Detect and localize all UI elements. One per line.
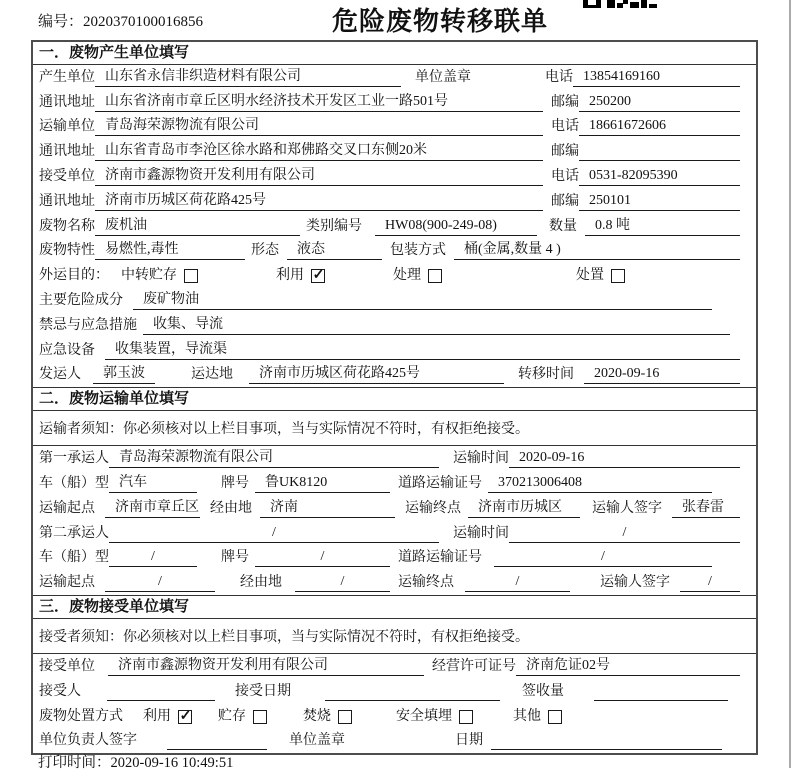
zip-label: 邮编 xyxy=(551,193,579,209)
section2-title: 二．废物运输单位填写 xyxy=(33,388,756,411)
receive-person-row xyxy=(33,679,756,704)
quantity-label: 数量 xyxy=(549,218,577,234)
producer-unit-value: 山东省永信非织造材料有限公司 xyxy=(95,68,401,87)
vehicle-value: 汽车 xyxy=(109,474,197,493)
receiver-notice: 接受者须知：你必须核对以上栏目事项，当与实际情况不符时，有权拒绝接受。 xyxy=(33,619,756,654)
responsible-sign-label: 单位负责人签字 xyxy=(39,733,137,749)
section3-title: 三．废物接受单位填写 xyxy=(33,596,756,619)
document-header xyxy=(0,0,796,40)
section1-title: 一．废物产生单位填写 xyxy=(33,42,756,65)
phone-value: 13854169160 xyxy=(573,68,740,87)
checkbox-icon xyxy=(338,710,352,724)
road-license-value: 370213006408 xyxy=(488,474,712,493)
option-label: 中转贮存 xyxy=(121,268,177,284)
carrier-sign-label: 运输人签字 xyxy=(592,500,662,516)
endpoint-label: 运输终点 xyxy=(398,575,454,591)
section-receiver xyxy=(33,595,756,753)
transporter-label: 运输单位 xyxy=(39,119,95,135)
via-label: 经由地 xyxy=(240,575,282,591)
purpose-option-treat xyxy=(393,267,442,285)
address-value: 山东省济南市章丘区明水经济技术开发区工业一路501号 xyxy=(95,93,543,112)
character-label: 废物特性 xyxy=(39,243,95,259)
date-label: 日期 xyxy=(455,733,483,749)
disposal-option-landfill xyxy=(396,708,473,726)
checkbox-icon xyxy=(428,269,442,283)
hazard-value: 废矿物油 xyxy=(133,291,712,310)
option-label: 其他 xyxy=(513,708,541,724)
receive-date-value xyxy=(325,683,500,701)
section-producer xyxy=(33,42,756,387)
zip-label: 邮编 xyxy=(551,144,579,160)
carrier1-value: 青岛海荣源物流有限公司 xyxy=(109,449,439,468)
vehicle-label: 车（船）型 xyxy=(39,475,109,491)
plate-label: 牌号 xyxy=(221,475,249,491)
producer-address-row xyxy=(33,90,756,115)
via-value: / xyxy=(295,573,390,592)
first-carrier-row xyxy=(33,446,756,471)
transporter-value: 青岛海荣源物流有限公司 xyxy=(95,117,543,136)
road-license-label: 道路运输证号 xyxy=(398,550,482,566)
hazard-label: 主要危险成分 xyxy=(39,292,123,308)
unit-seal-label: 单位盖章 xyxy=(289,733,345,749)
taboo-value: 收集、导流 xyxy=(143,316,730,335)
receiver-value: 济南市鑫源物资开发利用有限公司 xyxy=(95,167,543,186)
date-value xyxy=(491,732,722,750)
category-label: 类别编号 xyxy=(306,218,362,234)
road-license-label: 道路运输证号 xyxy=(398,475,482,491)
serial-label: 编号： xyxy=(38,14,84,30)
purpose-option-utilize xyxy=(276,267,325,285)
checkbox-icon xyxy=(459,710,473,724)
purpose-option-store xyxy=(121,267,198,285)
section-transporter xyxy=(33,387,756,595)
equipment-label: 应急设备 xyxy=(39,342,95,358)
disposal-label: 废物处置方式 xyxy=(39,708,123,724)
checkbox-checked-icon xyxy=(178,710,192,724)
producer-unit-row xyxy=(33,65,756,90)
permit-label: 经营许可证号 xyxy=(432,658,516,674)
waste-name-value: 废机油 xyxy=(95,217,300,236)
address-label: 通讯地址 xyxy=(39,193,95,209)
disposal-method-row xyxy=(33,704,756,729)
destination-value: 济南市历城区荷花路425号 xyxy=(249,365,504,384)
plate-value: / xyxy=(255,548,390,567)
address-label: 通讯地址 xyxy=(39,94,95,110)
zip-label: 邮编 xyxy=(551,94,579,110)
print-time-label: 打印时间： xyxy=(38,755,111,771)
taboo-label: 禁忌与应急措施 xyxy=(39,317,137,333)
purpose-option-dispose xyxy=(576,267,625,285)
disposal-option-store xyxy=(218,708,267,726)
transfer-time-label: 转移时间 xyxy=(518,367,574,383)
endpoint-value: 济南市历城区 xyxy=(468,499,580,518)
address-value: 山东省青岛市李沧区徐水路和郑佛路交叉口东侧20米 xyxy=(95,142,543,161)
serial-value: 2020370100016856 xyxy=(83,14,204,30)
disposal-option-other xyxy=(513,708,562,726)
zip-value xyxy=(579,143,740,161)
via-value: 济南 xyxy=(260,499,395,518)
second-carrier-row xyxy=(33,521,756,546)
option-label: 处理 xyxy=(393,268,421,284)
plate-label: 牌号 xyxy=(221,550,249,566)
taboo-measures-row xyxy=(33,313,756,338)
receive-unit-label: 接受单位 xyxy=(39,658,95,674)
zip-value: 250200 xyxy=(579,93,740,112)
carrier2-value: / xyxy=(109,524,439,543)
phone-label: 电话 xyxy=(551,168,579,184)
transport-time-label: 运输时间 xyxy=(453,451,509,467)
phone-value: 0531-82095390 xyxy=(579,167,740,186)
endpoint-label: 运输终点 xyxy=(405,500,461,516)
receive-unit-value: 济南市鑫源物资开发利用有限公司 xyxy=(108,657,424,676)
qr-code-fragment xyxy=(583,0,658,9)
origin-value: 济南市章丘区 xyxy=(105,499,200,518)
transport-time-label: 运输时间 xyxy=(453,525,509,541)
option-label: 贮存 xyxy=(218,708,246,724)
zip-value: 250101 xyxy=(579,192,740,211)
character-value: 易燃性,毒性 xyxy=(95,241,245,260)
origin-value: / xyxy=(105,573,215,592)
address-value: 济南市历城区荷花路425号 xyxy=(95,192,543,211)
receiver-unit-row xyxy=(33,164,756,189)
consignor-row xyxy=(33,363,756,388)
packing-value: 桶(金属,数量 4 ) xyxy=(454,241,740,260)
print-time xyxy=(38,751,233,772)
transfer-time-value: 2020-09-16 xyxy=(584,365,740,384)
category-value: HW08(900-249-08) xyxy=(375,217,537,236)
waste-name-label: 废物名称 xyxy=(39,218,95,234)
route-row-1 xyxy=(33,496,756,521)
consignor-label: 发运人 xyxy=(39,367,81,383)
form-value: 液态 xyxy=(287,241,382,260)
road-license-value: / xyxy=(494,548,712,567)
manifest-table xyxy=(31,40,758,755)
receiver-label: 接受单位 xyxy=(39,168,95,184)
disposal-option-incinerate xyxy=(303,708,352,726)
page-title: 危险废物转移联单 xyxy=(332,6,549,36)
permit-value: 济南危证02号 xyxy=(516,657,740,676)
endpoint-value: / xyxy=(465,573,570,592)
phone-value: 18661672606 xyxy=(579,117,740,136)
option-label: 焚烧 xyxy=(303,708,331,724)
route-row-2 xyxy=(33,570,756,595)
origin-label: 运输起点 xyxy=(39,575,95,591)
quantity-value: 0.8 吨 xyxy=(585,217,740,236)
vehicle-label: 车（船）型 xyxy=(39,550,109,566)
form-label: 形态 xyxy=(251,243,279,259)
checkbox-icon xyxy=(184,269,198,283)
page-edge-line xyxy=(789,0,791,768)
vehicle-value: / xyxy=(109,548,197,567)
vehicle-row-2 xyxy=(33,546,756,571)
transport-time-value: / xyxy=(509,524,740,543)
waste-character-row xyxy=(33,239,756,264)
carrier-sign-value: / xyxy=(680,573,740,592)
producer-unit-label: 产生单位 xyxy=(39,69,95,85)
responsible-sign-value xyxy=(167,732,267,750)
checkbox-icon xyxy=(548,710,562,724)
transfer-purpose-row xyxy=(33,263,756,288)
transporter-notice: 运输者须知：你必须核对以上栏目事项，当与实际情况不符时，有权拒绝接受。 xyxy=(33,411,756,446)
carrier-sign-label: 运输人签字 xyxy=(600,575,670,591)
emergency-equipment-row xyxy=(33,338,756,363)
transporter-address-row xyxy=(33,139,756,164)
disposal-option-utilize xyxy=(143,708,192,726)
via-label: 经由地 xyxy=(210,500,252,516)
unit-seal-label: 单位盖章 xyxy=(415,69,471,85)
origin-label: 运输起点 xyxy=(39,500,95,516)
receive-unit-row xyxy=(33,654,756,679)
receiver-address-row xyxy=(33,189,756,214)
signed-amount-label: 签收量 xyxy=(522,683,564,699)
carrier-sign-value: 张春雷 xyxy=(672,499,740,518)
print-time-value: 2020-09-16 10:49:51 xyxy=(110,755,234,771)
plate-value: 鲁UK8120 xyxy=(255,474,390,493)
transport-time-value: 2020-09-16 xyxy=(509,449,740,468)
serial-number xyxy=(38,10,203,31)
option-label: 利用 xyxy=(276,268,304,284)
phone-label: 电话 xyxy=(545,69,573,85)
carrier1-label: 第一承运人 xyxy=(39,451,109,467)
option-label: 处置 xyxy=(576,268,604,284)
packing-label: 包装方式 xyxy=(390,243,446,259)
option-label: 利用 xyxy=(143,708,171,724)
checkbox-icon xyxy=(253,710,267,724)
address-label: 通讯地址 xyxy=(39,144,95,160)
transporter-unit-row xyxy=(33,115,756,140)
equipment-value: 收集装置，导流渠 xyxy=(105,341,740,360)
option-label: 安全填埋 xyxy=(396,708,452,724)
waste-name-row xyxy=(33,214,756,239)
receive-date-label: 接受日期 xyxy=(235,683,291,699)
responsible-sign-row xyxy=(33,729,756,754)
purpose-label: 外运目的： xyxy=(39,268,109,284)
hazard-component-row xyxy=(33,288,756,313)
checkbox-checked-icon xyxy=(311,269,325,283)
carrier2-label: 第二承运人 xyxy=(39,525,109,541)
receive-person-label: 接受人 xyxy=(39,683,81,699)
consignor-value: 郭玉波 xyxy=(93,365,155,384)
receive-person-value xyxy=(107,683,215,701)
destination-label: 运达地 xyxy=(191,367,233,383)
signed-amount-value xyxy=(594,683,728,701)
phone-label: 电话 xyxy=(551,119,579,135)
checkbox-icon xyxy=(611,269,625,283)
vehicle-row-1 xyxy=(33,471,756,496)
